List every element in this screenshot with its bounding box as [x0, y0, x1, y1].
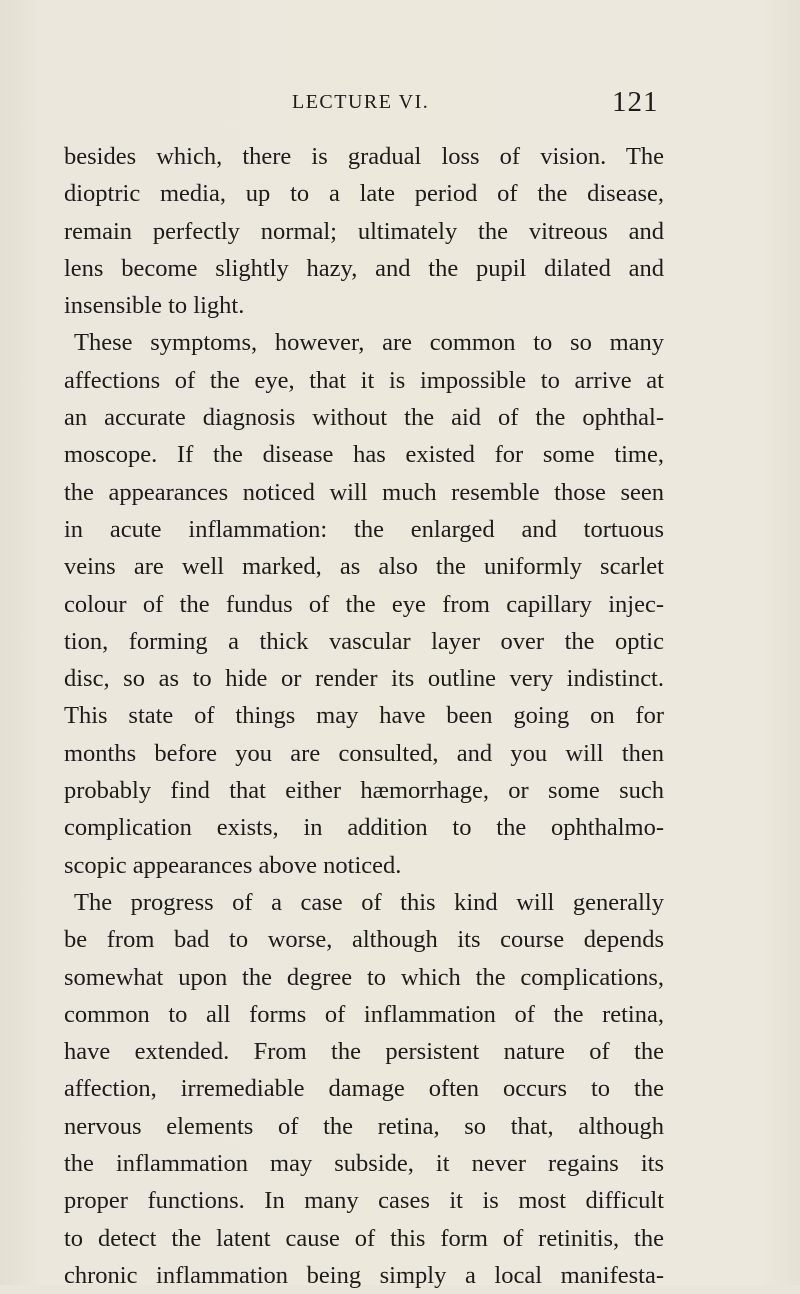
- text-line: complication exists, in addition to the ophthalmo-: [64, 814, 664, 842]
- text-line: probably find that either hæmorrhage, or some such: [64, 777, 664, 805]
- text-line: to detect the latent cause of this form of retinitis, the: [64, 1224, 664, 1252]
- body-text: [64, 138, 664, 1294]
- text-line: an accurate diagnosis without the aid of the ophthal-: [64, 404, 664, 432]
- text-line: The progress of a case of this kind will generally: [74, 888, 664, 916]
- text-line: in acute inflammation: the enlarged and tortuous: [64, 515, 664, 543]
- text-line: chronic inflammation being simply a local manifesta-: [64, 1261, 664, 1289]
- text-line: dioptric media, up to a late period of the disease,: [64, 180, 664, 208]
- text-line: months before you are consulted, and you will then: [64, 739, 664, 767]
- text-line: be from bad to worse, although its course depends: [64, 926, 664, 954]
- text-line: disc, so as to hide or render its outline very indistinct.: [64, 665, 664, 693]
- text-line: nervous elements of the retina, so that, although: [64, 1112, 664, 1140]
- text-line: colour of the fundus of the eye from capillary injec-: [64, 590, 664, 618]
- text-line: common to all forms of inflammation of the retina,: [64, 1000, 664, 1028]
- text-line: scopic appearances above noticed.: [64, 851, 402, 879]
- text-line: proper functions. In many cases it is most difficult: [64, 1187, 664, 1215]
- text-line: This state of things may have been going on for: [64, 702, 664, 730]
- text-line: the appearances noticed will much resemble those seen: [64, 478, 664, 506]
- text-line: affection, irremediable damage often occurs to the: [64, 1075, 664, 1103]
- text-line: insensible to light.: [64, 292, 245, 320]
- text-line: besides which, there is gradual loss of vision. The: [64, 143, 664, 170]
- text-line: lens become slightly hazy, and the pupil dilated and: [64, 254, 664, 282]
- page-header: [0, 88, 800, 122]
- running-head: LECTURE VI.: [292, 91, 430, 113]
- text-line: moscope. If the disease has existed for some time,: [64, 441, 664, 469]
- text-line: remain perfectly normal; ultimately the vitreous and: [64, 217, 664, 245]
- text-line: the inflammation may subside, it never regains its: [64, 1150, 664, 1178]
- text-line: have extended. From the persistent nature of the: [64, 1038, 664, 1066]
- text-line: somewhat upon the degree to which the complications,: [64, 963, 664, 991]
- text-line: These symptoms, however, are common to so many: [74, 329, 664, 357]
- page-number: 121: [612, 86, 659, 118]
- text-line: affections of the eye, that it is impossible to arrive at: [64, 366, 664, 394]
- text-line: veins are well marked, as also the uniformly scarlet: [64, 553, 664, 581]
- text-line: tion, forming a thick vascular layer over the optic: [64, 627, 664, 655]
